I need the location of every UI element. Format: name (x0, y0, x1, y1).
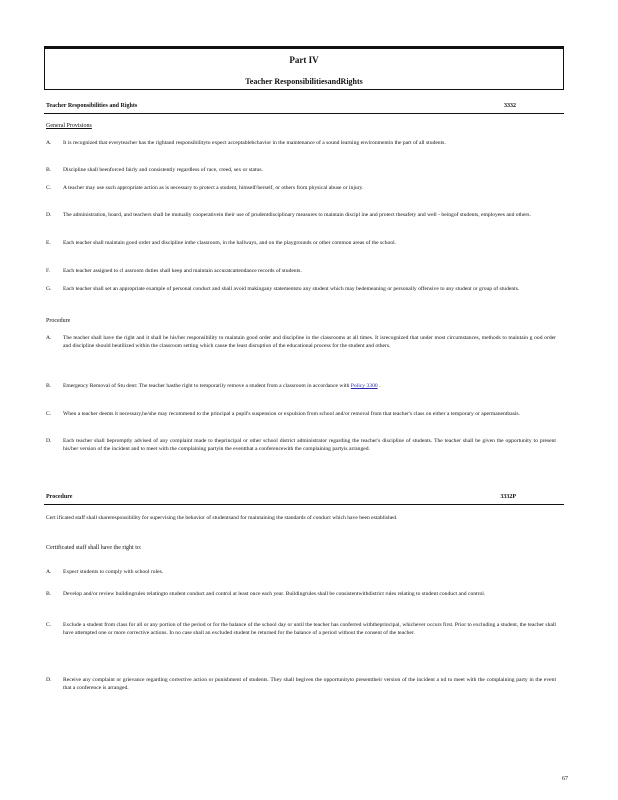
item-label: B. (46, 591, 52, 597)
item-label: A. (46, 140, 52, 146)
general-item-b (46, 166, 556, 174)
item-label: D. (46, 212, 52, 218)
item-text-before: Emergency Removal of Stu dent: The teacher hasthe right to temporarily remove a student from a classroom in accordance with (63, 383, 351, 389)
item-text: A teacher may use such appropriate action as is necessary to protect a student, himself/herself, or others from physical abuse or injury. (63, 185, 364, 191)
procedure-item-a (46, 334, 556, 350)
policy-rule (44, 113, 564, 114)
rights-label: Certificated staff shall have the right to: (46, 545, 142, 551)
rights-item-d (46, 676, 556, 692)
general-provisions-label: General Provisions (46, 123, 92, 129)
procedure-heading: Procedure (46, 494, 73, 500)
item-label: C. (46, 185, 52, 191)
item-label: C. (46, 622, 52, 628)
part-label: Part IV (289, 55, 319, 65)
item-label: A. (46, 569, 52, 575)
item-text (63, 382, 556, 390)
item-text: Each teacher shall set an appropriate example of personal conduct and shall avoid makingany statementsto any student which may bedemeaning or personally offensive to any student or group of students. (63, 286, 520, 292)
item-label: F. (46, 268, 51, 274)
policy-3300-link[interactable]: Policy 3300 (350, 383, 378, 389)
item-text: It is recognized that everyteacher has the rightand responsibilityto expect acceptablebchavior in the maintenance of a sound learning environmentin the part of all students. (63, 140, 446, 146)
item-text: Expect students to comply with school rules. (63, 569, 164, 575)
item-label: D. (46, 677, 52, 683)
procedure-rule (44, 504, 564, 505)
rights-item-a (46, 568, 556, 576)
item-text-after: . (377, 383, 381, 389)
procedure-intro: Cert ificated staff shall shareresponsibility for supervising the behavior of studentsand for maintaining the standards of conduct which have been established. (46, 515, 398, 521)
page-number: 67 (562, 776, 568, 782)
policy-number: 3332 (504, 103, 516, 109)
item-text: When a teacher deems it necessary,he/she may recommend to the principal a pupil's suspension or expulsion from school and/or removal from that teacher's class on either a temporary or apermanentbasis. (63, 411, 520, 417)
general-item-a (46, 139, 556, 147)
item-label: A. (46, 335, 52, 341)
item-label: B. (46, 383, 52, 389)
rights-item-c (46, 621, 556, 637)
item-text: Each teacher shall maintain good order and discipline inthe classroom, in the hallways, and on the playgrounds or other common areas of the school. (63, 240, 397, 246)
policy-heading-row (46, 103, 564, 109)
item-text: Develop and/or review buildingrules relatingto student conduct and control at least once each year. Buildingrules shall be consistentwithdistrict rules relating to student conduct and control. (63, 591, 486, 597)
item-text: Receive any complaint or grievance regarding corrective action or punishment of students. They shall begiven the opportunityto presenttheir version of the incident a nd to meet with the complaining party in the event that a conference is arranged. (63, 677, 556, 691)
item-label: C. (46, 411, 52, 417)
general-item-g (46, 285, 556, 293)
item-text: The administration, board, and teachers shall be mutually cooperativein their use of prudentdisciplinary measures to maintain discipl ine and protect thesafety and well - beingof students, employees and others. (63, 212, 531, 218)
item-label: B. (46, 167, 52, 173)
item-text: The teacher shall have the right and it shall be his/her responsibility to maintain good order and discipline in the classrooms at all times. It isrecognized that under most circumstances, methods to maintain g ood order and discipline should beutilized within the classroom setting which cause the least disruption of the educational process for the student and others. (63, 335, 556, 349)
procedure-item-d (46, 437, 556, 453)
general-item-c (46, 184, 556, 192)
procedure-label: Procedure (46, 318, 71, 324)
policy-heading: Teacher Responsibilities and Rights (46, 103, 138, 109)
item-text: Discipline shall beenforced fairly and consistently regardless of race, creed, sex or status. (63, 167, 263, 173)
general-item-f (46, 267, 556, 275)
procedure-heading-row (46, 494, 564, 500)
part-header-box (44, 46, 564, 90)
item-text: Each teacher assigned to cl assroom duties shall keep and maintain accuratcattendance records of students. (63, 268, 302, 274)
procedure-number: 3332P (500, 494, 516, 500)
part-title: Teacher ResponsibilitiesandRights (245, 77, 363, 86)
item-text: Each teacher shall bepromptly advised of any complaint made to theprincipal or other school district administrator regarding the teacher's discipline of students. The teacher shall be given the opportunity to present his/her version of the incident and to meet with the complaining partyin the eventthat a conferencewith the complaining partyis arranged. (63, 438, 556, 452)
general-item-d (46, 211, 556, 219)
item-label: G. (46, 286, 52, 292)
rights-item-b (46, 590, 556, 598)
procedure-item-b (46, 382, 556, 390)
procedure-item-c (46, 410, 556, 418)
item-text: Exclude a student from class for all or any portion of the period or for the balance of the school day or until the teacher has conferred withtheprincipal, whichever occurs first. Prior to excluding a student, the teacher shall have attempted one or more corrective actions. In no case shall an excluded student be returned for the balance of a period without the consent of the teacher. (63, 622, 556, 636)
item-label: E. (46, 240, 51, 246)
general-item-e (46, 239, 556, 247)
item-label: D. (46, 438, 52, 444)
